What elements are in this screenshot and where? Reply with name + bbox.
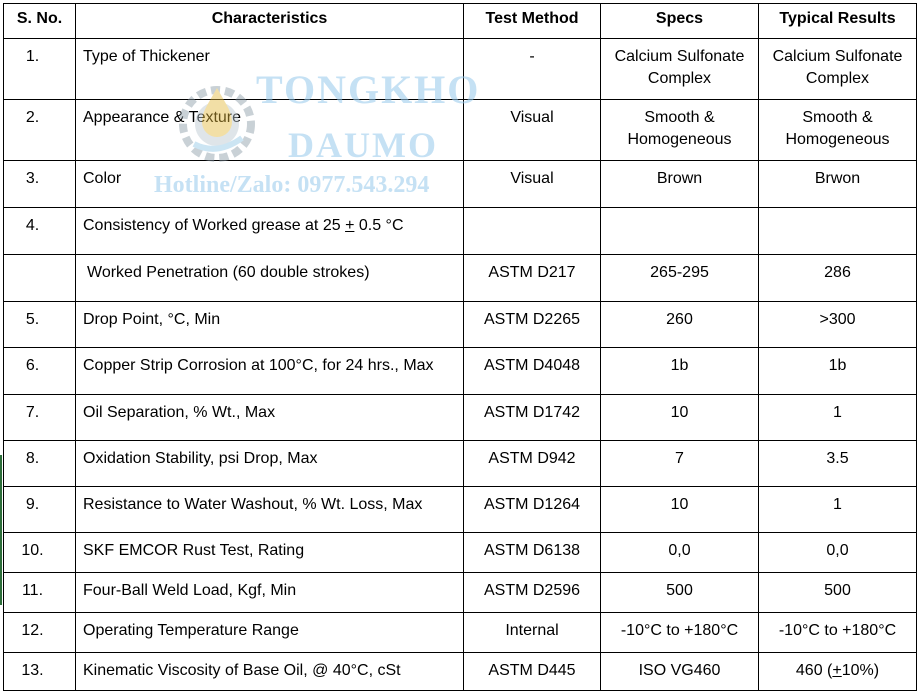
cell-specs: 0,0 <box>601 533 759 573</box>
header-typical-results: Typical Results <box>759 4 917 39</box>
header-characteristics: Characteristics <box>76 4 464 39</box>
cell-sno: 5. <box>4 302 76 348</box>
cell-characteristic: Resistance to Water Washout, % Wt. Loss, Max <box>76 487 464 533</box>
header-sno: S. No. <box>4 4 76 39</box>
cell-typical: 1 <box>759 487 917 533</box>
table-row <box>4 573 917 613</box>
table-row <box>4 487 917 533</box>
cell-specs: -10°C to +180°C <box>601 613 759 653</box>
cell-test-method: ASTM D4048 <box>464 348 601 395</box>
cell-sno: 3. <box>4 161 76 208</box>
cell-specs: 260 <box>601 302 759 348</box>
cell-typical: Brwon <box>759 161 917 208</box>
left-edge-strip <box>0 455 2 605</box>
characteristic-text: Consistency of Worked grease at 25 <box>83 217 346 234</box>
cell-sno: 1. <box>4 39 76 100</box>
cell-characteristic: SKF EMCOR Rust Test, Rating <box>76 533 464 573</box>
cell-typical: 286 <box>759 255 917 302</box>
plus-minus-symbol: + <box>345 217 355 234</box>
cell-specs: ISO VG460 <box>601 653 759 691</box>
table-row <box>4 441 917 487</box>
header-specs: Specs <box>601 4 759 39</box>
plus-minus-symbol: + <box>832 662 842 679</box>
cell-sno: 10. <box>4 533 76 573</box>
table-row <box>4 395 917 441</box>
cell-characteristic: Type of Thickener <box>76 39 464 100</box>
cell-sno: 2. <box>4 100 76 161</box>
cell-specs: 500 <box>601 573 759 613</box>
cell-typical: 0,0 <box>759 533 917 573</box>
cell-sno: 11. <box>4 573 76 613</box>
cell-test-method: Visual <box>464 161 601 208</box>
cell-characteristic: Oil Separation, % Wt., Max <box>76 395 464 441</box>
cell-characteristic: Kinematic Viscosity of Base Oil, @ 40°C, cSt <box>76 653 464 691</box>
cell-specs: Brown <box>601 161 759 208</box>
header-row <box>4 4 917 39</box>
cell-characteristic <box>76 208 464 255</box>
cell-test-method: ASTM D2596 <box>464 573 601 613</box>
cell-typical: 3.5 <box>759 441 917 487</box>
cell-sno <box>4 255 76 302</box>
cell-characteristic: Color <box>76 161 464 208</box>
table-row <box>4 348 917 395</box>
typical-text: 460 ( <box>795 662 833 679</box>
cell-specs: 10 <box>601 487 759 533</box>
spec-table <box>3 3 917 691</box>
cell-specs: 265-295 <box>601 255 759 302</box>
cell-specs: Smooth & Homogeneous <box>601 100 759 161</box>
characteristic-text: 0.5 °C <box>354 217 404 234</box>
cell-sno: 4. <box>4 208 76 255</box>
cell-test-method: - <box>464 39 601 100</box>
cell-typical: -10°C to +180°C <box>759 613 917 653</box>
cell-characteristic: Appearance & Texture <box>76 100 464 161</box>
cell-typical: Calcium Sulfonate Complex <box>759 39 917 100</box>
table-row <box>4 208 917 255</box>
cell-typical <box>759 208 917 255</box>
cell-test-method <box>464 208 601 255</box>
cell-characteristic: Drop Point, °C, Min <box>76 302 464 348</box>
cell-specs: 10 <box>601 395 759 441</box>
cell-test-method: ASTM D942 <box>464 441 601 487</box>
cell-characteristic: Copper Strip Corrosion at 100°C, for 24 hrs., Max <box>76 348 464 395</box>
table-row <box>4 39 917 100</box>
cell-typical: Smooth & Homogeneous <box>759 100 917 161</box>
cell-typical: 1 <box>759 395 917 441</box>
table-row <box>4 653 917 691</box>
table-row <box>4 100 917 161</box>
cell-typical: >300 <box>759 302 917 348</box>
cell-test-method: ASTM D1742 <box>464 395 601 441</box>
table-row <box>4 161 917 208</box>
cell-sno: 12. <box>4 613 76 653</box>
cell-specs: 7 <box>601 441 759 487</box>
cell-characteristic: Operating Temperature Range <box>76 613 464 653</box>
watermark-hotline: Hotline/Zalo: 0977.543.294 <box>154 172 430 198</box>
cell-typical: 500 <box>759 573 917 613</box>
typical-text: 10%) <box>841 662 880 679</box>
cell-test-method: ASTM D2265 <box>464 302 601 348</box>
table-row <box>4 613 917 653</box>
cell-characteristic: Oxidation Stability, psi Drop, Max <box>76 441 464 487</box>
cell-specs: 1b <box>601 348 759 395</box>
cell-sno: 9. <box>4 487 76 533</box>
cell-sno: 7. <box>4 395 76 441</box>
cell-typical <box>759 653 917 691</box>
cell-typical: 1b <box>759 348 917 395</box>
cell-sno: 6. <box>4 348 76 395</box>
cell-specs: Calcium Sulfonate Complex <box>601 39 759 100</box>
cell-sno: 8. <box>4 441 76 487</box>
cell-test-method: ASTM D1264 <box>464 487 601 533</box>
cell-characteristic: Four-Ball Weld Load, Kgf, Min <box>76 573 464 613</box>
cell-characteristic: Worked Penetration (60 double strokes) <box>76 255 464 302</box>
cell-test-method: Visual <box>464 100 601 161</box>
cell-specs <box>601 208 759 255</box>
table-row <box>4 255 917 302</box>
cell-test-method: ASTM D217 <box>464 255 601 302</box>
cell-test-method: ASTM D6138 <box>464 533 601 573</box>
watermark-line-2: DAUMO <box>288 125 438 165</box>
table-row <box>4 302 917 348</box>
cell-test-method: Internal <box>464 613 601 653</box>
cell-sno: 13. <box>4 653 76 691</box>
header-test-method: Test Method <box>464 4 601 39</box>
cell-test-method: ASTM D445 <box>464 653 601 691</box>
watermark-line-1: TONGKHO <box>256 67 481 112</box>
table-row <box>4 533 917 573</box>
